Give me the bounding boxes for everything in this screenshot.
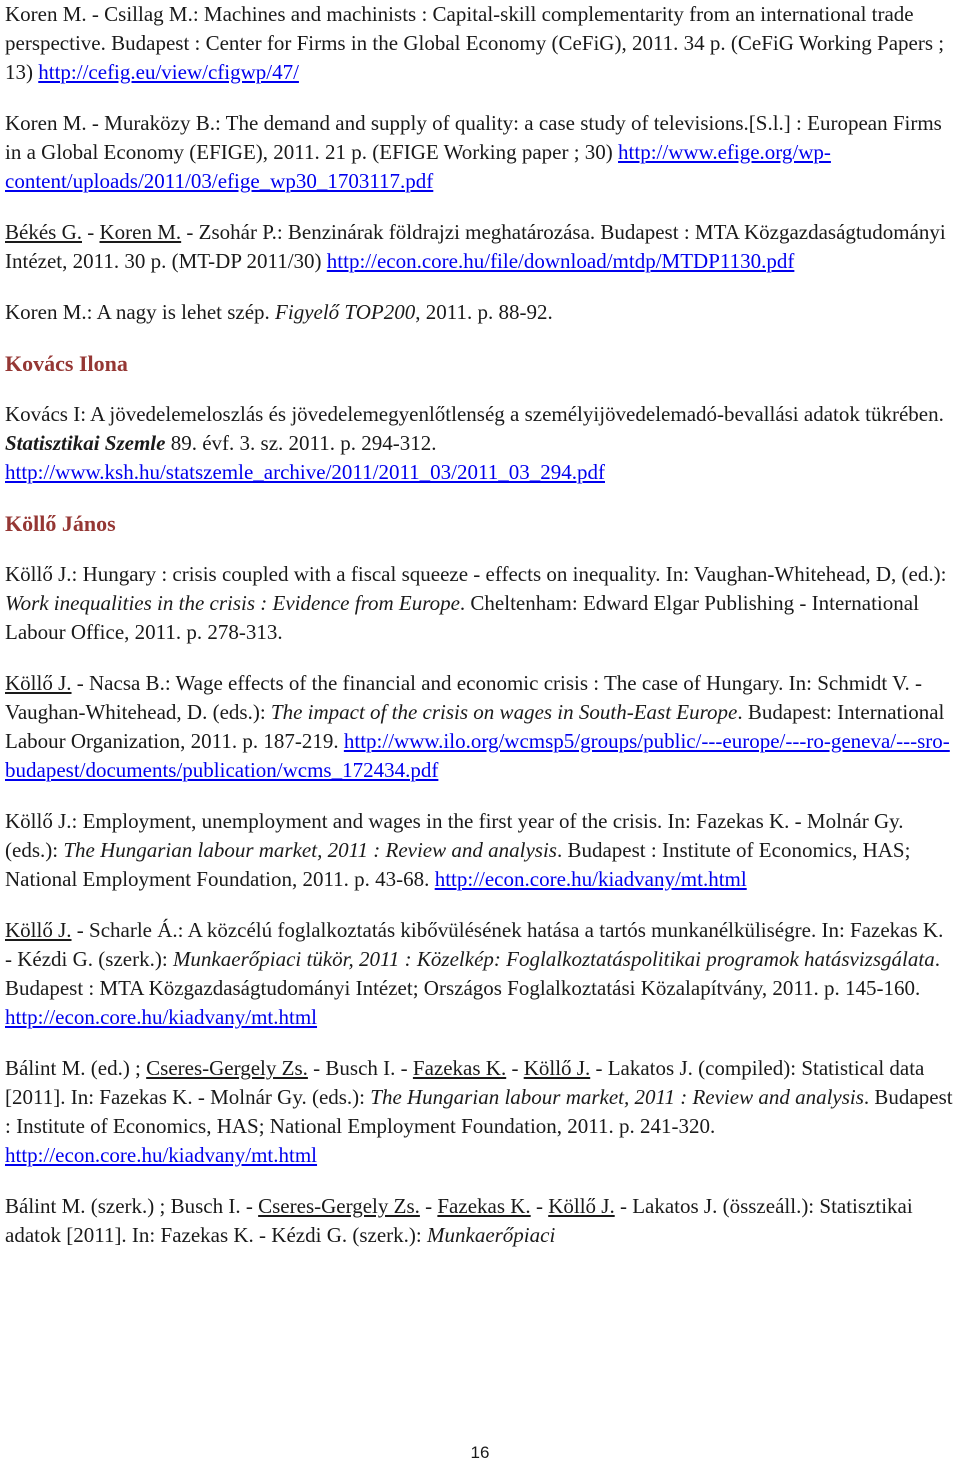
reference-text: Köllő J.: Employment, unemployment and wages in the first year of the crisis. In: Fazekas K. - Molnár Gy. (eds.): — [5, 809, 904, 862]
reference-entry — [5, 807, 953, 894]
reference-entry — [5, 298, 953, 327]
reference-text: - Lakatos J. (compiled): Statistical data [2011]. In: Fazekas K. - Molnár Gy. (eds.): — [5, 1056, 925, 1109]
reference-link[interactable]: http://econ.core.hu/kiadvany/mt.html — [5, 1143, 318, 1167]
reference-text: Koren M.: A nagy is lehet szép. — [5, 300, 276, 324]
reference-text: Köllő J.: Hungary : crisis coupled with a fiscal squeeze - effects on inequality. In: Vaughan-Whitehead, D, (ed.): — [5, 562, 947, 586]
reference-text: Bálint M. (szerk.) ; Busch I. - — [5, 1194, 259, 1218]
author-name: Köllő J. — [548, 1194, 615, 1218]
reference-text: . Budapest : Institute of Economics, HAS; National Employment Foundation, 2011. p. 241-320. — [5, 1085, 953, 1138]
reference-text: - — [82, 220, 100, 244]
author-name: Cseres-Gergely Zs. — [146, 1056, 308, 1080]
reference-link[interactable]: http://cefig.eu/view/cfigwp/47/ — [38, 60, 299, 84]
publication-title: The impact of the crisis on wages in South-East Europe — [270, 700, 738, 724]
reference-entry — [5, 560, 953, 647]
publication-title: The Hungarian labour market, 2011 : Review and analysis — [63, 838, 557, 862]
author-heading: Kovács Ilona — [5, 351, 128, 376]
reference-text: Kovács I: A jövedelemeloszlás és jövedelemegyenlőtlenség a személyijövedelemadó-bevallási adatok tükrében. — [5, 402, 944, 426]
reference-text: - Scharle Á.: A közcélú foglalkoztatás kibővülésének hatása a tartós munkanélküliségre. In: Fazekas K. - Kézdi G. (szerk.): — [5, 918, 944, 971]
publication-title: Munkaerőpiaci — [427, 1223, 556, 1247]
reference-link[interactable]: http://econ.core.hu/kiadvany/mt.html — [434, 867, 747, 891]
reference-text: - Csillag M.: Machines and machinists : Capital-skill complementarity from an international trade perspective. Budapest : Center for Firms in the Global Economy (CeFiG), 2011. 34 p. (CeFiG Working Papers ; 13) — [5, 2, 945, 84]
reference-entry — [5, 109, 953, 196]
reference-text: - — [530, 1194, 549, 1218]
reference-text: Bálint M. (ed.) ; — [5, 1056, 147, 1080]
publication-title: Work inequalities in the crisis : Evidence from Europe — [5, 591, 460, 615]
reference-text: - Zsohár P.: Benzinárak földrajzi meghatározása. Budapest : MTA Közgazdaságtudományi Intézet, 2011. 30 p. (MT-DP 2011/30) — [5, 220, 946, 273]
reference-text: - Busch I. - — [307, 1056, 413, 1080]
author-name: Koren M. — [99, 220, 182, 244]
reference-entry — [5, 916, 953, 1032]
author-name: Köllő J. — [523, 1056, 591, 1080]
reference-entry — [5, 400, 953, 487]
publication-title: Munkaerőpiaci tükör, 2011 : Közelkép: Foglalkoztatáspolitikai programok hatásvizsgálata — [172, 947, 935, 971]
page-number: 16 — [470, 1443, 490, 1462]
reference-link[interactable]: http://www.ilo.org/wcmsp5/groups/public/---europe/---ro-geneva/---sro-budapest/documents/publication/wcms_172434.pdf — [5, 729, 950, 782]
reference-link[interactable]: http://econ.core.hu/file/download/mtdp/MTDP1130.pdf — [326, 249, 795, 273]
reference-entry — [5, 0, 953, 87]
journal-title: Statisztikai Szemle — [5, 431, 166, 455]
reference-text: - Lakatos J. (összeáll.): Statisztikai adatok [2011]. In: Fazekas K. - Kézdi G. (szerk.): — [5, 1194, 913, 1247]
author-name: Koren M. — [5, 2, 87, 26]
publication-title: Figyelő TOP200 — [275, 300, 416, 324]
reference-entry — [5, 218, 953, 276]
author-name: Köllő J. — [5, 671, 72, 695]
reference-text: - — [419, 1194, 438, 1218]
reference-text: - Nacsa B.: Wage effects of the financial and economic crisis : The case of Hungary. In: Schmidt V. - Vaughan-Whitehead, D. (eds.): — [5, 671, 923, 724]
author-name: Köllő J. — [5, 918, 72, 942]
author-heading: Köllő János — [5, 511, 116, 536]
reference-entry — [5, 1054, 953, 1170]
reference-text: Koren M. - Muraközy B.: The demand and supply of quality: a case study of televisions.[S.l.] : European Firms in a Global Economy (EFIGE), 2011. 21 p. (EFIGE Working paper ; 30) — [5, 111, 942, 164]
reference-link[interactable]: http://www.efige.org/wp-content/uploads/2011/03/efige_wp30_1703117.pdf — [5, 140, 831, 193]
reference-text: - — [506, 1056, 524, 1080]
reference-link[interactable]: http://www.ksh.hu/statszemle_archive/2011/2011_03/2011_03_294.pdf — [5, 460, 605, 484]
author-name: Békés G. — [5, 220, 82, 244]
author-name: Cseres-Gergely Zs. — [258, 1194, 420, 1218]
reference-entry — [5, 1192, 953, 1250]
author-name: Fazekas K. — [437, 1194, 531, 1218]
reference-link[interactable]: http://econ.core.hu/kiadvany/mt.html — [5, 1005, 318, 1029]
reference-text: . Budapest : Institute of Economics, HAS; National Employment Foundation, 2011. p. 43-68. — [5, 838, 911, 891]
reference-text: . Cheltenham: Edward Elgar Publishing - International Labour Office, 2011. p. 278-313. — [5, 591, 919, 644]
reference-text: . Budapest : MTA Közgazdaságtudományi Intézet; Országos Foglalkoztatási Közalapítvány, 2011. p. 145-160. — [5, 947, 940, 1000]
reference-text: , 2011. p. 88-92. — [415, 300, 553, 324]
reference-text: . Budapest: International Labour Organization, 2011. p. 187-219. — [5, 700, 945, 753]
reference-text: 89. évf. 3. sz. 2011. p. 294-312. — [165, 431, 437, 455]
publication-title: The Hungarian labour market, 2011 : Review and analysis — [370, 1085, 864, 1109]
reference-entry — [5, 669, 953, 785]
author-name: Fazekas K. — [412, 1056, 507, 1080]
references-page — [5, 0, 953, 1272]
